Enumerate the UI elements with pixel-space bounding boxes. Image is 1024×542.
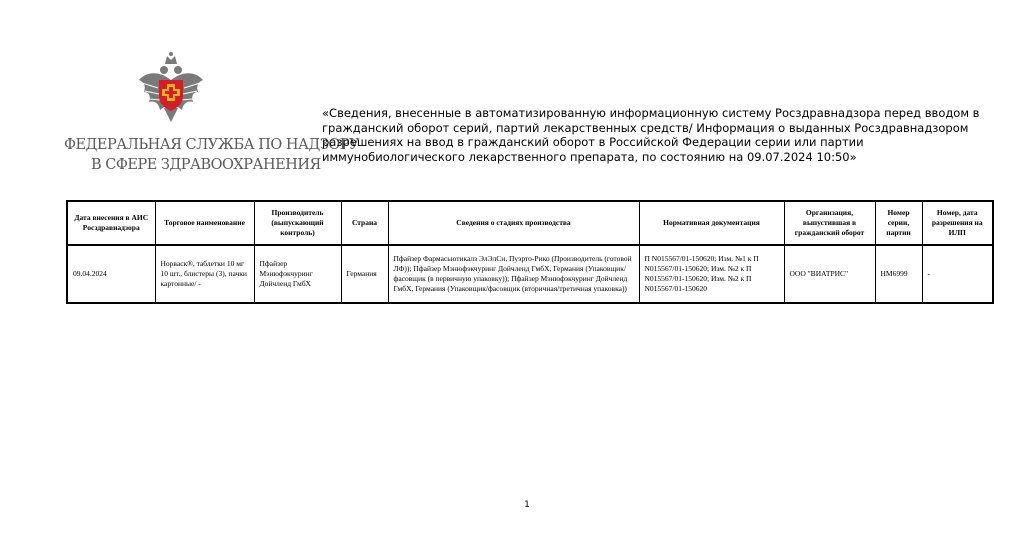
column-header-normative-docs: Нормативная документация [639,201,784,245]
cell-normative-docs: П N015567/01-150620; Изм. №1 к П N015567/01-150620; Изм. №2 к П N015567/01-150620; Изм. №2 к П N015567/01-150620 [639,245,784,303]
cell-manufacturer: Пфайзер Мэнюфэкчуринг Дойчленд ГмбХ [254,245,341,303]
column-header-manufacturer: Производитель (выпускающий контроль) [254,201,341,245]
table-header-row [67,201,993,245]
cell-trade-name: Норваск®, таблетки 10 мг 10 шт., блистеры (3), пачки картонные/ - [155,245,254,303]
cell-production-stages: Пфайзер Фармасьютикалз ЭлЭлСи, Пуэрто-Рико (Производитель (готовой ЛФ)); Пфайзер Мэнюфэкчуринг Дойчленд ГмбХ, Германия (Упаковщик/фасовщик (в первичную упаковку)); Пфайзер Мэнюфэкчуринг Дойчленд ГмбХ, Германия (Упаковщик/фасовщик (вторичная/третичная упаковка)) [388,245,639,303]
cell-permit: - [922,245,993,303]
table-row [67,245,993,303]
column-header-trade-name: Торговое наименование [155,201,254,245]
cell-country: Германия [341,245,388,303]
cell-organization: ООО "ВИАТРИС" [784,245,875,303]
column-header-country: Страна [341,201,388,245]
cell-date: 09.04.2024 [67,245,155,303]
page-number: 1 [524,500,530,510]
batch-info-table [66,200,994,304]
agency-name-line2: В СФЕРЕ ЗДРАВООХРАНЕНИЯ [91,157,321,173]
column-header-production-stages: Сведения о стадиях производства [388,201,639,245]
roszdravnadzor-emblem-icon [136,50,206,125]
column-header-organization: Организация, выпустившая в гражданский оборот [784,201,875,245]
document-title: «Сведения, внесенные в автоматизированную информационную систему Росздравнадзора перед вводом в гражданский оборот серий, партий лекарственных средств/ Информация о выданных Росздравнадзором разрешениях на ввод в гражданский оборот в Российской Федерации серии или партии иммунобиологического лекарственного препарата, по состоянию на 09.07.2024 10:50» [322,106,980,164]
agency-logo [60,50,359,180]
agency-name-line1: ФЕДЕРАЛЬНАЯ СЛУЖБА ПО НАДЗОРУ [64,137,359,153]
column-header-permit: Номер, дата разрешения на ИЛП [922,201,993,245]
column-header-batch-number: Номер серии, партии [875,201,922,245]
cell-batch-number: HM6999 [875,245,922,303]
column-header-date: Дата внесения в АИС Росздравнадзора [67,201,155,245]
